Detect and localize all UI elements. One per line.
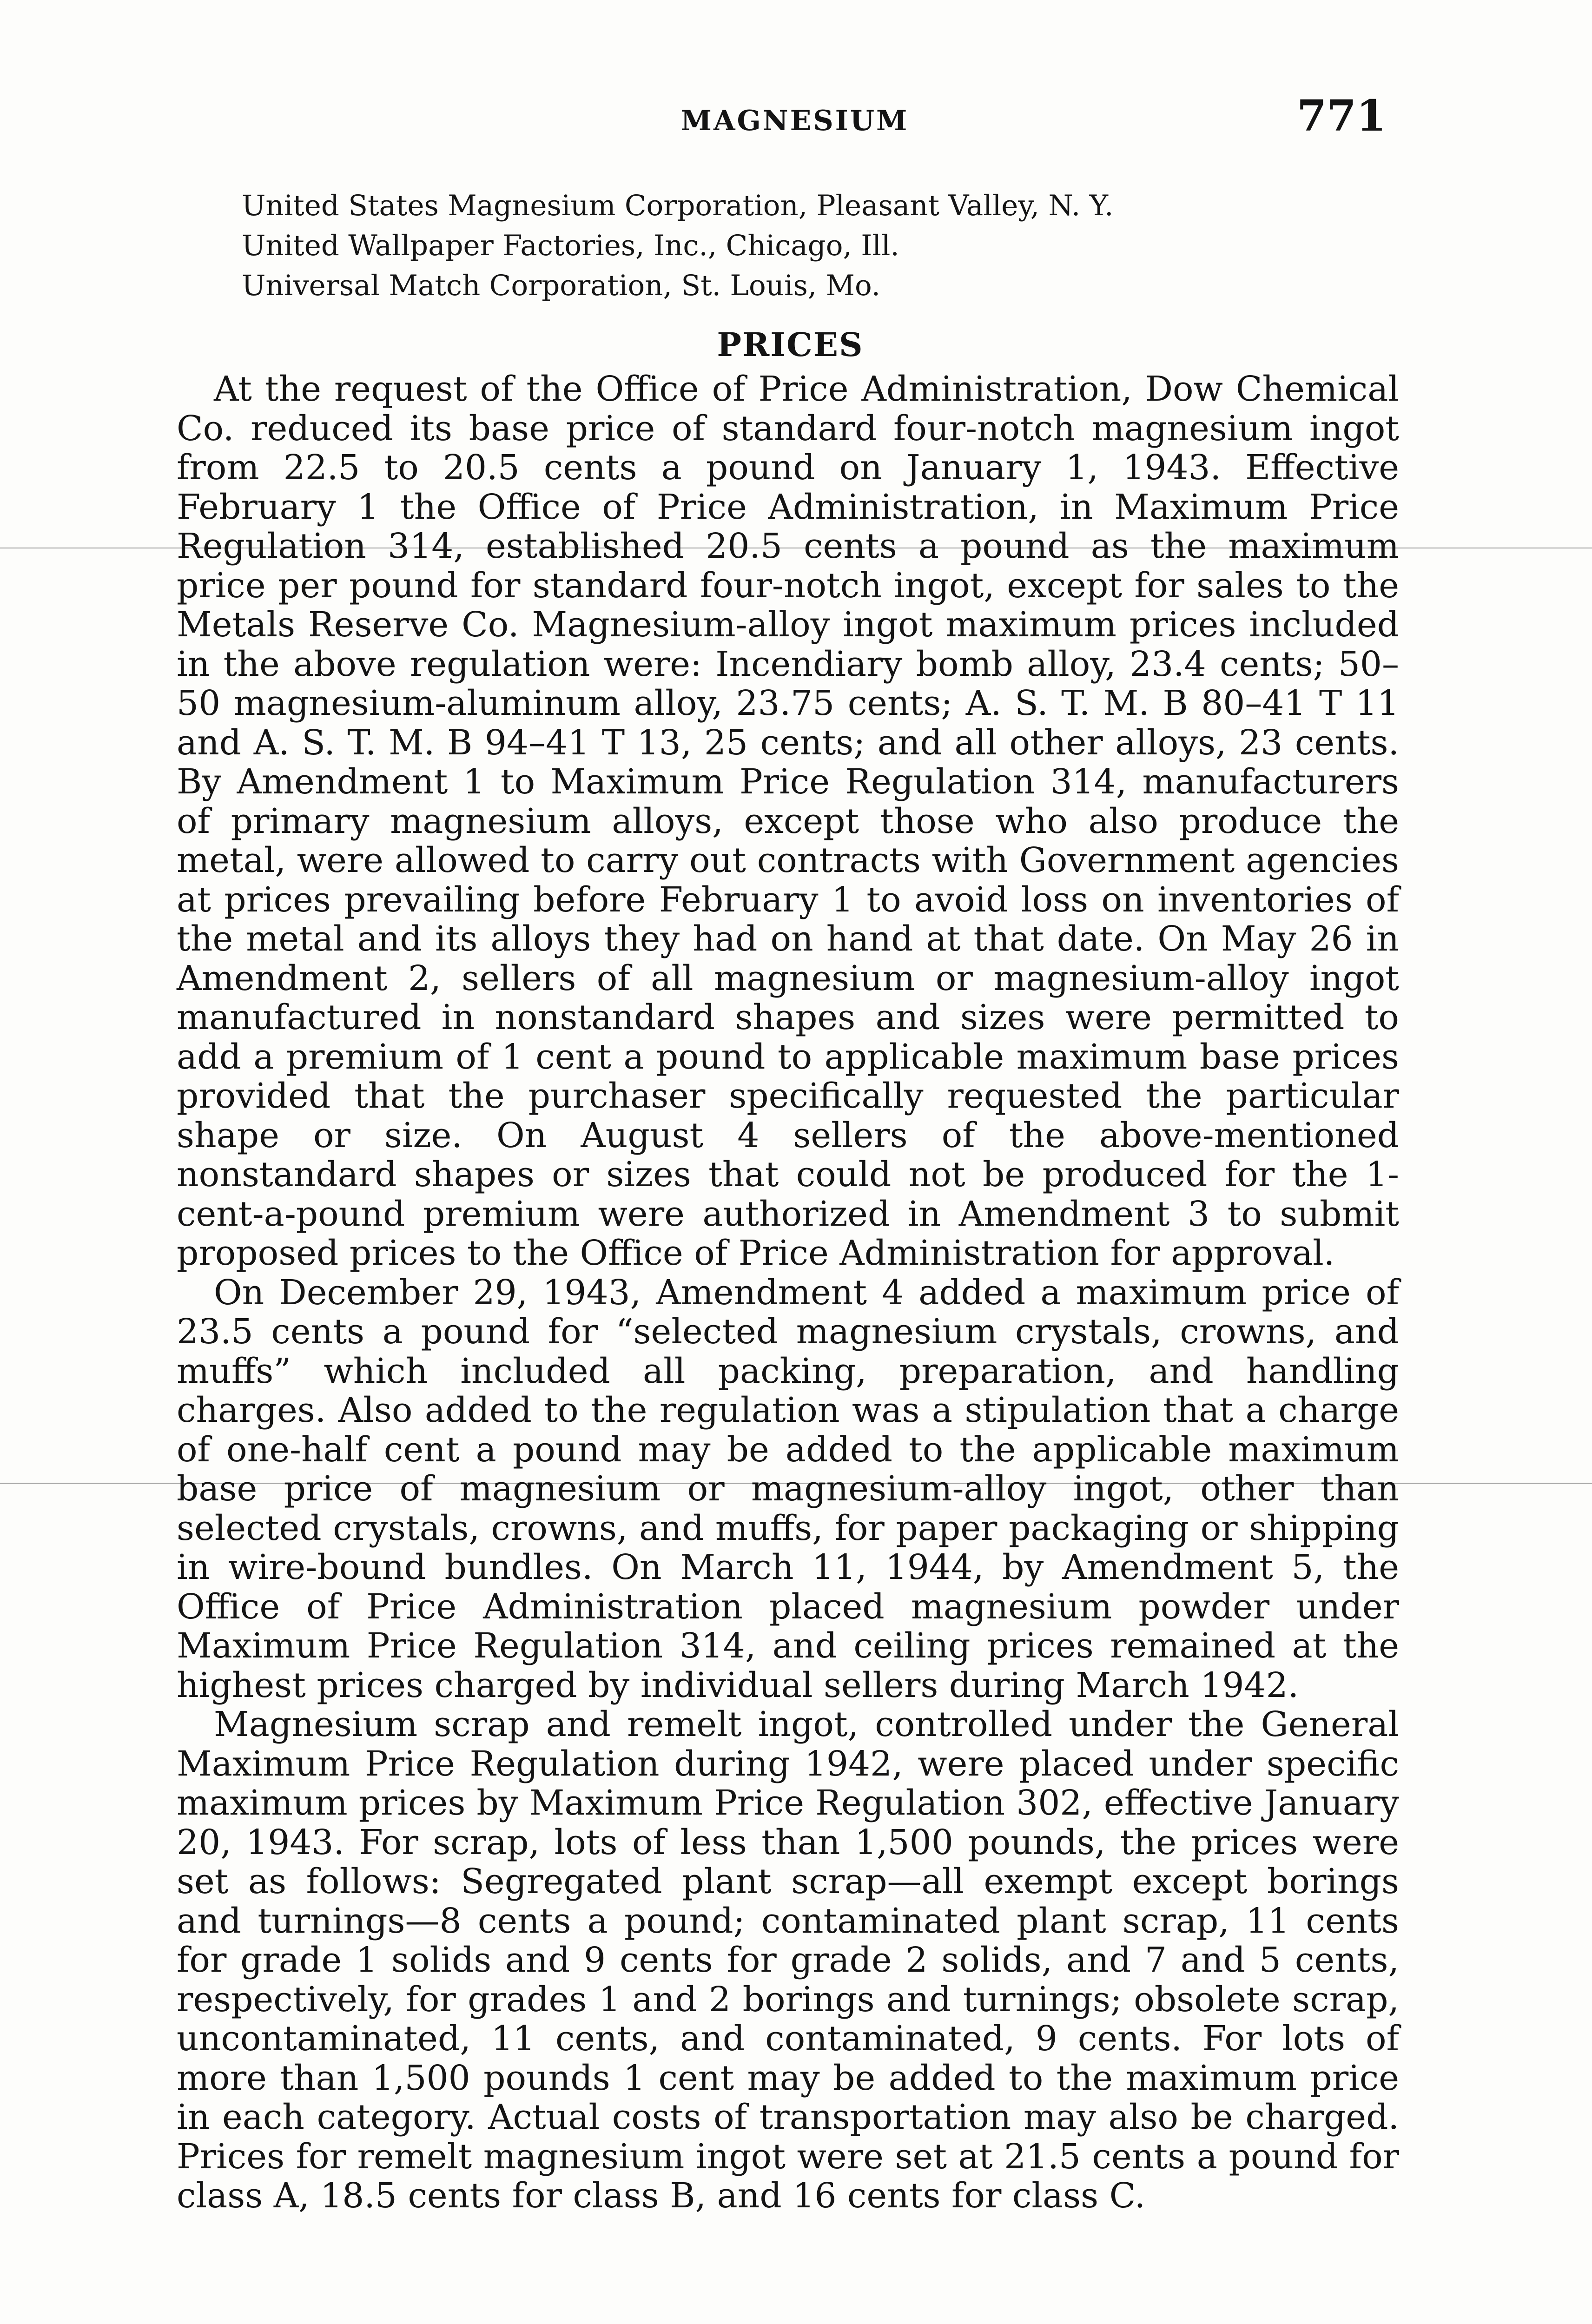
body-text xyxy=(177,370,1399,2216)
company-entry: United Wallpaper Factories, Inc., Chicago, Ill. xyxy=(242,229,899,262)
paragraph: On December 29, 1943, Amendment 4 added a maximum price of 23.5 cents a pound for “selected magnesium crystals, crowns, and muffs” which included all packing, preparation, and handling charges. Also added to the regulation was a stipulation that a charge of one-half cent a pound may be added to the applicable maximum base price of magnesium or magnesium-alloy ingot, other than selected crystals, crowns, and muffs, for paper packaging or shipping in wire-bound bundles. On March 11, 1944, by Amendment 5, the Office of Price Administration placed magnesium powder under Maximum Price Regulation 314, and ceiling prices remained at the highest prices charged by individual sellers during March 1942. xyxy=(177,1272,1399,1705)
paragraph: At the request of the Office of Price Administration, Dow Chemical Co. reduced its base price of standard four-notch magnesium ingot from 22.5 to 20.5 cents a pound on January 1, 1943. Effective February 1 the Office of Price Administration, in Maximum Price Regulation 314, established 20.5 cents a pound as the maximum price per pound for standard four-notch ingot, except for sales to the Metals Reserve Co. Magnesium-alloy ingot maximum prices included in the above regulation were: Incendiary bomb alloy, 23.4 cents; 50–50 magnesium-aluminum alloy, 23.75 cents; A. S. T. M. B 80–41 T 11 and A. S. T. M. B 94–41 T 13, 25 cents; and all other alloys, 23 cents. By Amendment 1 to Maximum Price Regulation 314, manufacturers of primary magnesium alloys, except those who also produce the metal, were allowed to carry out contracts with Government agencies at prices prevailing before February 1 to avoid loss on inventories of the metal and its alloys they had on hand at that date. On May 26 in Amendment 2, sellers of all magnesium or magnesium-alloy ingot manufactured in nonstandard shapes and sizes were permitted to add a premium of 1 cent a pound to applicable maximum base prices provided that the purchaser specifically requested the particular shape or size. On August 4 sellers of the above-mentioned nonstandard shapes or sizes that could not be produced for the 1-cent-a-pound premium were authorized in Amendment 3 to submit proposed prices to the Office of Price Administration for approval. xyxy=(177,369,1399,1273)
running-title: MAGNESIUM xyxy=(680,105,909,137)
company-list xyxy=(242,186,1311,306)
page-number: 771 xyxy=(1297,91,1387,141)
section-heading: PRICES xyxy=(717,325,864,364)
paragraph: Magnesium scrap and remelt ingot, controlled under the General Maximum Price Regulation during 1942, were placed under specific maximum prices by Maximum Price Regulation 302, effective January 20, 1943. For scrap, lots of less than 1,500 pounds, the prices were set as follows: Segregated plant scrap—all exempt except borings and turnings—8 cents a pound; contaminated plant scrap, 11 cents for grade 1 solids and 9 cents for grade 2 solids, and 7 and 5 cents, respectively, for grades 1 and 2 borings and turnings; obsolete scrap, uncontaminated, 11 cents, and contaminated, 9 cents. For lots of more than 1,500 pounds 1 cent may be added to the maximum price in each category. Actual costs of transportation may also be charged. Prices for remelt magnesium ingot were set at 21.5 cents a pound for class A, 18.5 cents for class B, and 16 cents for class C. xyxy=(177,1704,1399,2216)
company-entry: United States Magnesium Corporation, Pleasant Valley, N. Y. xyxy=(242,189,1114,222)
company-entry: Universal Match Corporation, St. Louis, Mo. xyxy=(242,269,881,302)
